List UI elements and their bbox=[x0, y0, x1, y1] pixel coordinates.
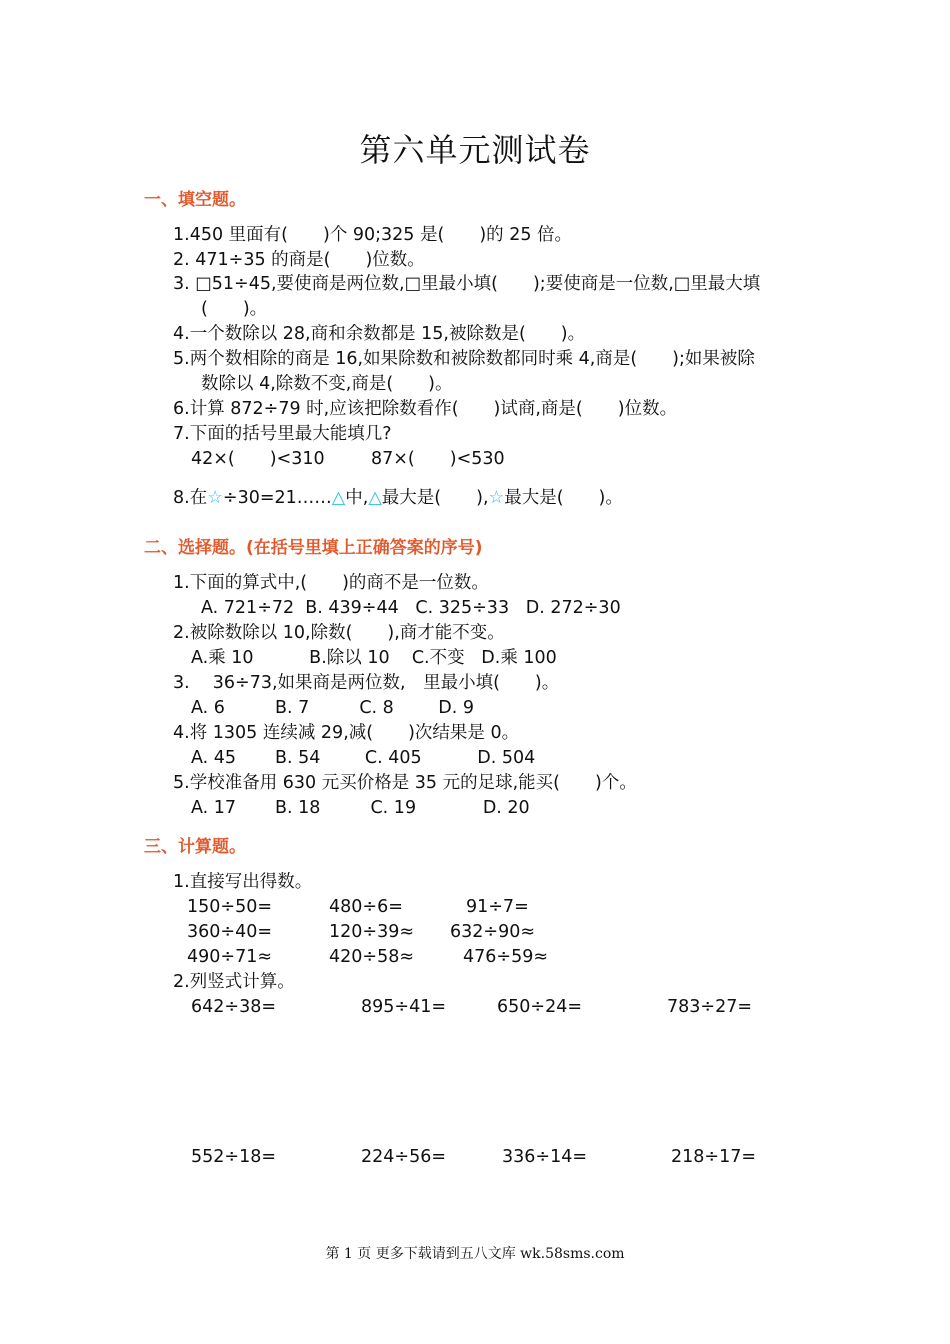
q8-text-5: 最大是( )。 bbox=[504, 488, 623, 508]
star-icon: ☆ bbox=[488, 488, 505, 508]
question-1-7: 7.下面的括号里最大能填几? bbox=[173, 424, 392, 444]
vertical-calc-item: 552÷18= bbox=[191, 1147, 276, 1167]
question-2-4-options: A. 45 B. 54 C. 405 D. 504 bbox=[191, 748, 536, 768]
question-1-6: 6.计算 872÷79 时,应该把除数看作( )试商,商是( )位数。 bbox=[173, 399, 678, 419]
question-1-5-cont: 数除以 4,除数不变,商是( )。 bbox=[201, 374, 453, 394]
question-1-7a: 42×( )<310 bbox=[191, 449, 325, 469]
triangle-icon: △ bbox=[331, 488, 346, 508]
q8-text-4: 最大是( ), bbox=[381, 488, 489, 508]
question-2-4: 4.将 1305 连续减 29,减( )次结果是 0。 bbox=[173, 723, 520, 743]
question-1-3: 3. □51÷45,要使商是两位数,□里最小填( );要使商是一位数,□里最大填 bbox=[173, 274, 761, 294]
oral-calc-item: 490÷71≈ bbox=[187, 947, 272, 967]
question-2-3: 3. 36÷73,如果商是两位数, 里最小填( )。 bbox=[173, 673, 560, 693]
oral-calc-item: 476÷59≈ bbox=[463, 947, 548, 967]
question-2-2: 2.被除数除以 10,除数( ),商才能不变。 bbox=[173, 623, 505, 643]
question-3-1: 1.直接写出得数。 bbox=[173, 872, 313, 892]
page-footer: 第 1 页 更多下载请到五八文库 wk.58sms.com bbox=[325, 1246, 625, 1262]
question-1-3-cont: ( )。 bbox=[201, 299, 268, 319]
star-icon: ☆ bbox=[207, 488, 223, 508]
vertical-calc-item: 783÷27= bbox=[667, 997, 752, 1017]
q8-text-3: 中, bbox=[345, 488, 369, 508]
question-1-7b: 87×( )<530 bbox=[371, 449, 505, 469]
question-2-5: 5.学校准备用 630 元买价格是 35 元的足球,能买( )个。 bbox=[173, 773, 637, 793]
oral-calc-item: 120÷39≈ bbox=[329, 922, 414, 942]
oral-calc-item: 420÷58≈ bbox=[329, 947, 414, 967]
question-2-1: 1.下面的算式中,( )的商不是一位数。 bbox=[173, 573, 489, 593]
section-heading-choice: 二、选择题。(在括号里填上正确答案的序号) bbox=[144, 538, 483, 558]
question-2-2-options: A.乘 10 B.除以 10 C.不变 D.乘 100 bbox=[191, 648, 557, 668]
question-1-1: 1.450 里面有( )个 90;325 是( )的 25 倍。 bbox=[173, 225, 573, 245]
vertical-calc-item: 224÷56= bbox=[361, 1147, 446, 1167]
vertical-calc-item: 218÷17= bbox=[671, 1147, 756, 1167]
triangle-icon: △ bbox=[368, 488, 382, 508]
vertical-calc-item: 336÷14= bbox=[502, 1147, 587, 1167]
vertical-calc-item: 650÷24= bbox=[497, 997, 582, 1017]
oral-calc-item: 480÷6= bbox=[329, 897, 403, 917]
question-1-8 bbox=[173, 486, 623, 511]
question-1-4: 4.一个数除以 28,商和余数都是 15,被除数是( )。 bbox=[173, 324, 586, 344]
question-2-1-options: A. 721÷72 B. 439÷44 C. 325÷33 D. 272÷30 bbox=[201, 598, 621, 618]
vertical-calc-item: 642÷38= bbox=[191, 997, 276, 1017]
vertical-calc-item: 895÷41= bbox=[361, 997, 446, 1017]
q8-text-2: ÷30=21…… bbox=[222, 488, 332, 508]
section-heading-calculation: 三、计算题。 bbox=[144, 837, 246, 857]
section-heading-fill-blank: 一、填空题。 bbox=[144, 190, 246, 210]
q8-text-1: 8.在 bbox=[173, 488, 208, 508]
oral-calc-item: 632÷90≈ bbox=[450, 922, 535, 942]
question-1-5: 5.两个数相除的商是 16,如果除数和被除数都同时乘 4,商是( );如果被除 bbox=[173, 349, 755, 369]
page-title: 第六单元测试卷 bbox=[359, 131, 591, 169]
question-3-2: 2.列竖式计算。 bbox=[173, 972, 295, 992]
question-2-5-options: A. 17 B. 18 C. 19 D. 20 bbox=[191, 798, 530, 818]
oral-calc-item: 150÷50= bbox=[187, 897, 272, 917]
oral-calc-item: 91÷7= bbox=[466, 897, 529, 917]
question-2-3-options: A. 6 B. 7 C. 8 D. 9 bbox=[191, 698, 475, 718]
question-1-2: 2. 471÷35 的商是( )位数。 bbox=[173, 250, 425, 270]
oral-calc-item: 360÷40= bbox=[187, 922, 272, 942]
